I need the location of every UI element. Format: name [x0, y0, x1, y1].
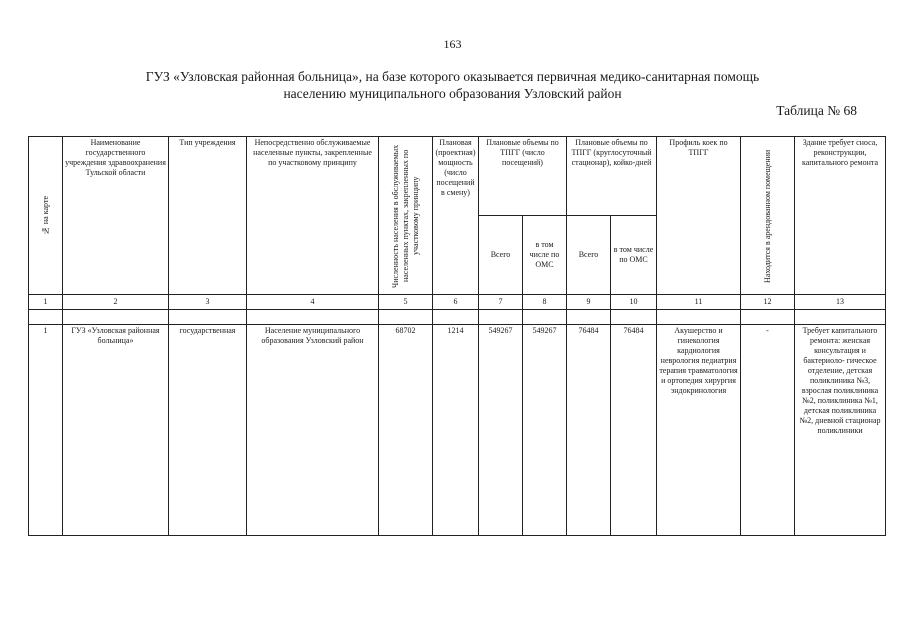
col-number: 5: [379, 295, 433, 310]
cell-map-number: 1: [29, 325, 63, 536]
header-map-number: № на карте: [29, 137, 63, 295]
col-number: 7: [479, 295, 523, 310]
cell-beddays-oms: 76484: [611, 325, 657, 536]
table-label: Таблица № 68: [776, 103, 857, 118]
header-institution-type: Тип учреждения: [169, 137, 247, 295]
header-bed-profile: Профиль коек по ТПГГ: [657, 137, 741, 295]
col-number: 9: [567, 295, 611, 310]
header-repair: Здание требует сноса, реконструкции, капитального ремонта: [795, 137, 886, 295]
cell-visits-oms: 549267: [523, 325, 567, 536]
table-row: [29, 325, 886, 536]
header-beddays-total: Всего: [567, 216, 611, 295]
header-beddays-group: Плановые объемы по ТПГГ (круглосуточный стационар), койко-дней: [567, 137, 657, 216]
title-line-2: населению муниципального образования Узловский район: [283, 86, 622, 101]
col-number: 11: [657, 295, 741, 310]
header-visits-oms: в том числе по ОМС: [523, 216, 567, 295]
facility-table: [28, 136, 886, 536]
col-number: 6: [433, 295, 479, 310]
col-number: 1: [29, 295, 63, 310]
cell-capacity: 1214: [433, 325, 479, 536]
col-number: 12: [741, 295, 795, 310]
cell-institution-name: ГУЗ «Узловская районная больница»: [63, 325, 169, 536]
header-visits-group: Плановые объемы по ТПГГ (число посещений): [479, 137, 567, 216]
title-line-1: ГУЗ «Узловская районная больница», на базе которого оказывается первичная медико-санитарная помощь: [145, 69, 760, 84]
cell-settlements: Население муниципального образования Узловский район: [247, 325, 379, 536]
cell-bed-profile: Акушерство и гинекология кардиология неврология педиатрия терапия травматология и ортопедия хирургия эндокринология: [657, 325, 741, 536]
header-population: Численность населения в обслуживаемых населенных пунктах, закрепленных по участковому принципу: [379, 137, 433, 295]
col-number: 3: [169, 295, 247, 310]
header-settlements: Непосредственно обслуживаемые населенные пункты, закрепленные по участковому принципу: [247, 137, 379, 295]
col-number: 4: [247, 295, 379, 310]
cell-beddays-total: 76484: [567, 325, 611, 536]
col-number: 8: [523, 295, 567, 310]
col-number: 10: [611, 295, 657, 310]
cell-rented: -: [741, 325, 795, 536]
document-title: [60, 68, 845, 102]
cell-visits-total: 549267: [479, 325, 523, 536]
cell-repair: Требует капитального ремонта: женская консультация и бактериоло- гическое отделение, детская поликлиника №3, взрослая поликлиника №2, поликлиника №1, детская поликлиника №2, дневной стационар поликлиники: [795, 325, 886, 536]
col-number: 13: [795, 295, 886, 310]
header-beddays-oms: в том числе по ОМС: [611, 216, 657, 295]
header-institution-name: Наименование государственного учреждения здравоохранения Тульской области: [63, 137, 169, 295]
header-capacity: Плановая (проектная) мощность (число посещений в смену): [433, 137, 479, 295]
header-rented: Находится в арендованном помещении: [741, 137, 795, 295]
header-visits-total: Всего: [479, 216, 523, 295]
col-number: 2: [63, 295, 169, 310]
cell-population: 68702: [379, 325, 433, 536]
cell-institution-type: государственная: [169, 325, 247, 536]
page-number: 163: [443, 37, 462, 51]
